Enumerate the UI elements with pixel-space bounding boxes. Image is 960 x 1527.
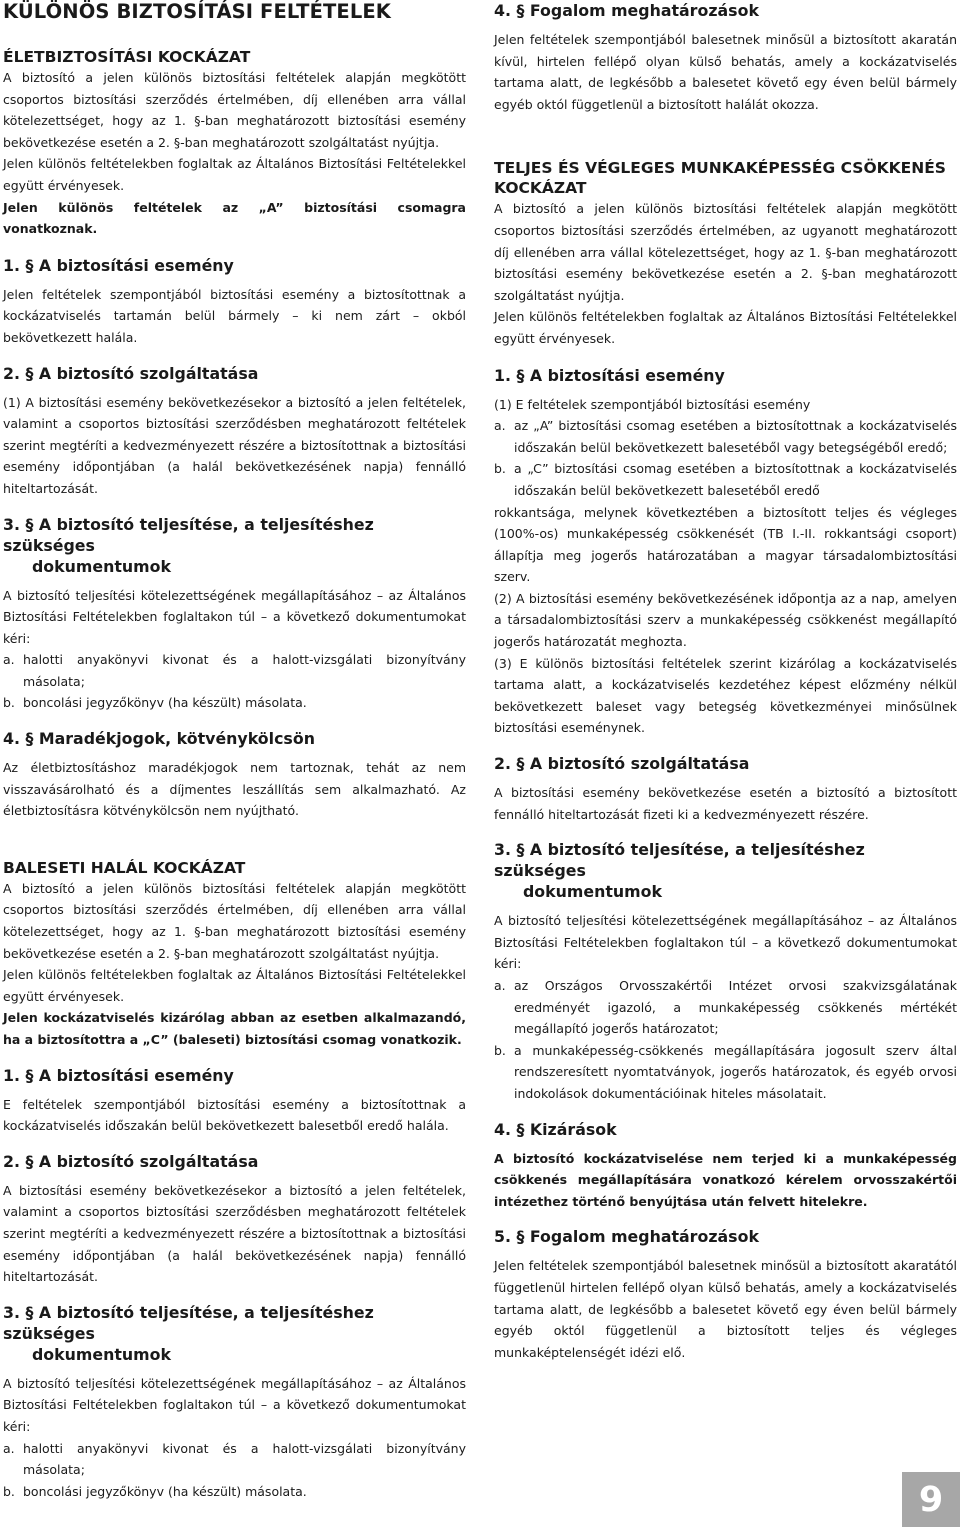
disability-s1-cont: rokkantsága, melynek következtében a biztosított teljes és végleges (100%-os) munkaképesség csökkenését (TB I.-II. rokkantsági csoport) állapítja meg jogerős határozatában a magyar társadalombiztosítási szerv. [494,504,957,585]
life-risk-intro-2: Jelen különös feltételekben foglaltak az Általános Biztosítási Feltételekkel együtt érvényesek. [3,156,466,193]
right-column [494,0,957,1363]
left-column [3,0,466,1502]
disability-risk-title: TELJES ÉS VÉGLEGES MUNKAKÉPESSÉG CSÖKKENÉS KOCKÁZAT [494,159,946,198]
life-s4-text: Az életbiztosításhoz maradékjogok nem tartoznak, tehát az nem visszavásárolható és a díjmentes leszállítás sem alkalmazható. Az életbiztosításra kötvénykölcsön nem nyújtható. [3,760,466,819]
list-marker: b. [494,1042,506,1058]
disability-s4-title: 4. § Kizárások [494,1119,617,1139]
list-text: a munkaképesség-csökkenés megállapítására jogosult szerv által rendszeresített nyomtatványok, jogerős határozatok, és egyéb orvosi indokolások dokumentációinak hiteles másolatait. [514,1042,957,1101]
list-text: az „A” biztosítási csomag esetében a biztosítottnak a kockázatviselés időszakán belül bekövetkezett balesetéből vagy betegségéből eredő; [514,418,957,455]
life-s1-text: Jelen feltételek szempontjából biztosítási esemény a biztosítottnak a kockázatviselés tartamán belül bármely – ki nem zárt – okból bekövetkezett halála. [3,286,466,345]
disability-s3-list [494,975,957,1105]
life-s4-title: 4. § Maradékjogok, kötvénykölcsön [3,729,315,749]
life-s3-title-line2: dokumentumok [32,556,171,576]
list-item [494,975,957,1040]
life-s1-title: 1. § A biztosítási esemény [3,255,234,275]
accident-s2-text: A biztosítási esemény bekövetkezésekor a biztosító a jelen feltételek, valamint a csoportos biztosítási szerződésben meghatározott feltételek szerint megtéríti a kedvezményezett részére a biztosítottnak a biztosítási esemény időpontjában (a halál bekövetkezésének napja) fennálló hiteltartozását. [3,1182,466,1285]
disability-s1-p3: (3) E különös biztosítási feltételek szerint kizárólag a kockázatviselés tartama alatt, a kockázatviselés kezdetéhez képest előzmény nélkül bekövetkezett baleset vagy betegség következményei minősülnek biztosítási eseménynek. [494,655,957,736]
accident-s3-text: A biztosító teljesítési kötelezettségének megállapításához – az Általános Biztosítási Feltételekben foglaltakon túl – a következő dokumentumokat kéri: [3,1375,466,1434]
life-s3-text: A biztosító teljesítési kötelezettségének megállapításához – az Általános Biztosítási Feltételekben foglaltakon túl – a következő dokumentumokat kéri: [3,587,466,646]
disability-s5-title: 5. § Fogalom meghatározások [494,1227,759,1247]
life-s2-title: 2. § A biztosító szolgáltatása [3,363,259,383]
list-item [3,692,466,714]
life-risk-intro-3: Jelen különös feltételek az „A” biztosítási csomagra vonatkoznak. [3,199,466,237]
list-item [3,1481,466,1503]
life-risk-intro: A biztosító a jelen különös biztosítási feltételek alapján megkötött csoportos biztosítási szerződés értelmében, díj ellenében arra vállal kötelezettséget, hogy az 1. §-ban meghatározott biztosítási esemény bekövetkezése esetén a 2. §-ban meghatározott szolgáltatást nyújtja. [3,70,466,150]
disability-s1-title: 1. § A biztosítási esemény [494,365,725,385]
list-text: a „C” biztosítási csomag esetében a biztosítottnak a kockázatviselés időszakán belül bekövetkezett balesetéből eredő [514,461,957,498]
disability-s5-text: Jelen feltételek szempontjából balesetnek minősül a biztosított akaratától függetlenül hirtelen fellépő olyan külső behatás, amely a kockázatviselés tartama alatt, de legkésőbb a balesetet követő egy éven belül bármely egyéb októl függetlenül a biztosított teljes és végleges munkaképtelenségét idézi elő. [494,1258,957,1360]
life-s3-title-line1: 3. § A biztosító teljesítése, a teljesítéshez szükséges [3,514,374,555]
list-text: halotti anyakönyvi kivonat és a halott-vizsgálati bizonyítvány másolata; [23,1440,466,1478]
life-s2-text: (1) A biztosítási esemény bekövetkezésekor a biztosító a jelen feltételek, valamint a csoportos biztosítási szerződésben meghatározott feltételek szerint megtéríti a kedvezményezett részére a biztosítottnak a biztosítási esemény időpontjában (a halál bekövetkezésének napja) fennálló hiteltartozását. [3,394,466,496]
disability-s2-text: A biztosítási esemény bekövetkezése esetén a biztosító a biztosított fennálló hiteltartozását fizeti ki a kedvezményezett részére. [494,785,957,822]
list-marker: a. [3,652,15,668]
list-marker: a. [3,1440,15,1456]
list-item [3,1438,466,1481]
list-marker: a. [494,978,506,993]
accident-intro: A biztosító a jelen különös biztosítási feltételek alapján megkötött csoportos biztosítási szerződés értelmében, díj ellenében arra vállal kötelezettséget, hogy az 1. §-ban meghatározott biztosítási esemény bekövetkezése esetén a 2. §-ban meghatározott szolgáltatást nyújtja. [3,880,466,961]
accident-s3-title-line1: 3. § A biztosító teljesítése, a teljesítéshez szükséges [3,1302,374,1343]
disability-s1-p2: (2) A biztosítási esemény bekövetkezésének időpontja az a nap, amelyen a társadalombiztosítási szerv a munkaképesség csökkenést megállapító jogerős határozatát meghozta. [494,590,957,650]
disability-s1-lead: (1) E feltételek szempontjából biztosítási esemény [494,396,811,412]
list-text: az Országos Orvosszakértői Intézet orvosi szakvizsgálatának eredményét igazoló, a munkaképesség csökkenés mértékét megállapító jogerős határozatot; [514,978,957,1037]
accident-intro-2: Jelen különös feltételekben foglaltak az Általános Biztosítási Feltételekkel együtt érvényesek. [3,967,466,1004]
disability-s4-text: A biztosító kockázatviselése nem terjed ki a munkaképesség csökkenés megállapítására vonatkozó kérelem orvosszakértői intézethez történő benyújtása után felvett hitelekre. [494,1150,957,1209]
list-text: halotti anyakönyvi kivonat és a halott-vizsgálati bizonyítvány másolata; [23,652,466,689]
accident-s1-text: E feltételek szempontjából biztosítási esemény a biztosítottnak a kockázatviselés időszakán belül bekövetkezett balesetből eredő halála. [3,1096,466,1134]
accident-s2-title: 2. § A biztosító szolgáltatása [3,1151,259,1171]
list-item [494,458,957,501]
accident-s3-title-line2: dokumentumok [32,1344,171,1364]
list-marker: a. [494,418,506,434]
accident-s4-title: 4. § Fogalom meghatározások [494,1,759,20]
list-marker: b. [3,1483,15,1499]
list-item [494,1040,957,1105]
disability-intro-2: Jelen különös feltételekben foglaltak az Általános Biztosítási Feltételekkel együtt érvényesek. [494,309,957,346]
accident-s3-title [3,1302,466,1365]
list-item [3,649,466,692]
life-s3-list [3,649,466,714]
accident-s4-text: Jelen feltételek szempontjából balesetnek minősül a biztosított akaratán kívül, hirtelen fellépő olyan külső behatás, amely a kockázatviselés tartama alatt, de legkésőbb a balesetet követő egy éven belül bármely egyéb októl függetlenül a biztosított halálát okozza. [494,32,957,112]
disability-s3-title-line1: 3. § A biztosító teljesítése, a teljesítéshez szükséges [494,840,865,881]
list-item [494,415,957,458]
disability-intro: A biztosító a jelen különös biztosítási feltételek alapján megkötött csoportos biztosítási szerződés értelmében, az ugyanott meghatározott díj ellenében arra vállal kötelezettséget, hogy az 1. §-ban meghatározott biztosítási esemény bekövetkezése esetén a 2. §-ban meghatározott szolgáltatást nyújtja. [494,201,957,303]
list-marker: b. [3,695,15,711]
life-risk-title: ÉLETBIZTOSÍTÁSI KOCKÁZAT [3,48,251,66]
disability-s3-text: A biztosító teljesítési kötelezettségének megállapításához – az Általános Biztosítási Feltételekben foglaltakon túl – a következő dokumentumokat kéri: [494,913,957,972]
list-text: boncolási jegyzőkönyv (ha készült) másolata. [23,695,307,711]
life-s3-title [3,514,466,577]
accident-intro-3: Jelen kockázatviselés kizárólag abban az esetben alkalmazandó, ha a biztosítottra a „C” (baleseti) biztosítási csomag vonatkozik. [3,1010,466,1047]
accident-death-title: BALESETI HALÁL KOCKÁZAT [3,858,246,877]
disability-s1-list [494,415,957,501]
page-number: 9 [902,1472,960,1527]
accident-s1-title: 1. § A biztosítási esemény [3,1065,234,1085]
list-marker: b. [494,461,506,477]
document-title: KÜLÖNÖS BIZTOSÍTÁSI FELTÉTELEK [3,0,391,23]
disability-s3-title-line2: dokumentumok [523,882,662,902]
list-text: boncolási jegyzőkönyv (ha készült) másolata. [23,1483,307,1499]
accident-s3-list [3,1438,466,1503]
disability-s3-title [494,839,957,902]
disability-s2-title: 2. § A biztosító szolgáltatása [494,754,750,774]
